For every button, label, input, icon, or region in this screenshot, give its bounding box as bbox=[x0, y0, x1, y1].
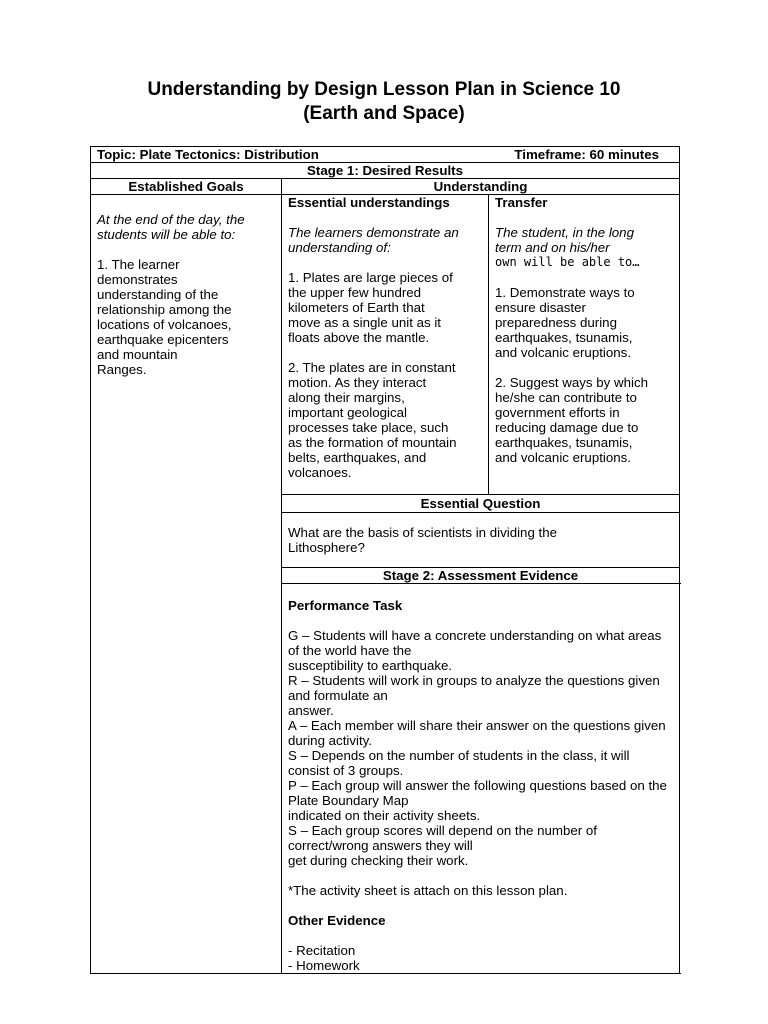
goals-line: relationship among the bbox=[97, 302, 232, 317]
goals-intro-2: students will be able to: bbox=[97, 227, 236, 242]
performance-task-line: P – Each group will answer the following questions based on the Plate Boundary Map bbox=[288, 778, 667, 808]
transfer-intro-2: term and on his/her bbox=[495, 240, 610, 255]
assessment-evidence-cell bbox=[282, 584, 680, 974]
title-line-1: Understanding by Design Lesson Plan in Science 10 bbox=[147, 79, 621, 100]
transfer-item2-line: earthquakes, tsunamis, bbox=[495, 435, 633, 450]
essential-item2-line: processes take place, such bbox=[288, 420, 449, 435]
understanding-header: Understanding bbox=[282, 179, 680, 195]
performance-task-line: get during checking their work. bbox=[288, 853, 469, 868]
transfer-item2-line: reducing damage due to bbox=[495, 420, 639, 435]
essential-item1-line: floats above the mantle. bbox=[288, 330, 430, 345]
transfer-item2-line: 2. Suggest ways by which bbox=[495, 375, 648, 390]
performance-task-line: susceptibility to earthquake. bbox=[288, 658, 453, 673]
performance-task-line: S – Each group scores will depend on the number of correct/wrong answers they will bbox=[288, 823, 597, 853]
goals-line: understanding of the bbox=[97, 287, 219, 302]
stage2-header: Stage 2: Assessment Evidence bbox=[282, 568, 680, 584]
goals-line: locations of volcanoes, bbox=[97, 317, 232, 332]
goals-intro-1: At the end of the day, the bbox=[97, 212, 245, 227]
performance-task-heading: Performance Task bbox=[288, 598, 403, 613]
transfer-cell bbox=[489, 195, 680, 495]
performance-task-line: indicated on their activity sheets. bbox=[288, 808, 481, 823]
goals-line: earthquake epicenters bbox=[97, 332, 229, 347]
essential-item2-line: volcanoes. bbox=[288, 465, 352, 480]
transfer-item1-line: earthquakes, tsunamis, bbox=[495, 330, 633, 345]
essential-understandings-header: Essential understandings bbox=[288, 195, 450, 210]
transfer-item1-line: and volcanic eruptions. bbox=[495, 345, 632, 360]
essential-item2-line: belts, earthquakes, and bbox=[288, 450, 427, 465]
transfer-item2-line: government efforts in bbox=[495, 405, 620, 420]
transfer-item2-line: he/she can contribute to bbox=[495, 390, 637, 405]
goals-line: and mountain bbox=[97, 347, 178, 362]
activity-sheet-note: *The activity sheet is attach on this lesson plan. bbox=[288, 883, 568, 898]
transfer-item1-line: 1. Demonstrate ways to bbox=[495, 285, 635, 300]
timeframe-label: Timeframe: 60 minutes bbox=[514, 147, 660, 162]
essential-question-line-2: Lithosphere? bbox=[288, 540, 365, 555]
lesson-plan-table bbox=[90, 146, 680, 974]
stage1-row bbox=[91, 163, 680, 179]
title-line-2: (Earth and Space) bbox=[303, 103, 465, 124]
column-header-row bbox=[91, 179, 680, 195]
goals-line: demonstrates bbox=[97, 272, 178, 287]
performance-task-line: G – Students will have a concrete understanding on what areas of the world have the bbox=[288, 628, 662, 658]
performance-task-line: R – Students will work in groups to analyze the questions given and formulate an bbox=[288, 673, 660, 703]
stage1-content-row bbox=[91, 195, 680, 495]
essential-item2-line: 2. The plates are in constant bbox=[288, 360, 456, 375]
essential-understandings-cell bbox=[282, 195, 489, 495]
performance-task-line: S – Depends on the number of students in the class, it will consist of 3 groups. bbox=[288, 748, 630, 778]
transfer-item1-line: preparedness during bbox=[495, 315, 617, 330]
essential-item1-line: 1. Plates are large pieces of bbox=[288, 270, 453, 285]
evidence-item: - Recitation bbox=[288, 943, 356, 958]
goals-line: Ranges. bbox=[97, 362, 147, 377]
transfer-header: Transfer bbox=[495, 195, 548, 210]
essential-item1-line: move as a single unit as it bbox=[288, 315, 441, 330]
essential-question-cell bbox=[282, 513, 680, 568]
essential-item1-line: the upper few hundred bbox=[288, 285, 422, 300]
document-title bbox=[0, 78, 768, 126]
evidence-item: - Homework bbox=[288, 958, 360, 973]
essential-item2-line: along their margins, bbox=[288, 390, 405, 405]
transfer-intro-3: own will be able to… bbox=[495, 255, 640, 269]
topic-row bbox=[91, 147, 680, 163]
essential-question-line-1: What are the basis of scientists in dividing the bbox=[288, 525, 558, 540]
performance-task-line: A – Each member will share their answer on the questions given during activity. bbox=[288, 718, 666, 748]
transfer-item2-line: and volcanic eruptions. bbox=[495, 450, 632, 465]
stage1-header: Stage 1: Desired Results bbox=[91, 163, 680, 179]
transfer-intro-1: The student, in the long bbox=[495, 225, 634, 240]
essential-item2-line: as the formation of mountain bbox=[288, 435, 457, 450]
established-goals-cell bbox=[91, 195, 282, 974]
transfer-item1-line: ensure disaster bbox=[495, 300, 586, 315]
essential-item1-line: kilometers of Earth that bbox=[288, 300, 425, 315]
performance-task-line: answer. bbox=[288, 703, 334, 718]
established-goals-header: Established Goals bbox=[91, 179, 282, 195]
topic-label: Topic: Plate Tectonics: Distribution bbox=[97, 147, 319, 162]
other-evidence-heading: Other Evidence bbox=[288, 913, 386, 928]
goals-line: 1. The learner bbox=[97, 257, 180, 272]
essential-item2-line: important geological bbox=[288, 405, 408, 420]
essential-item2-line: motion. As they interact bbox=[288, 375, 427, 390]
essential-intro-2: understanding of: bbox=[288, 240, 391, 255]
essential-intro-1: The learners demonstrate an bbox=[288, 225, 459, 240]
essential-question-header: Essential Question bbox=[282, 495, 680, 513]
